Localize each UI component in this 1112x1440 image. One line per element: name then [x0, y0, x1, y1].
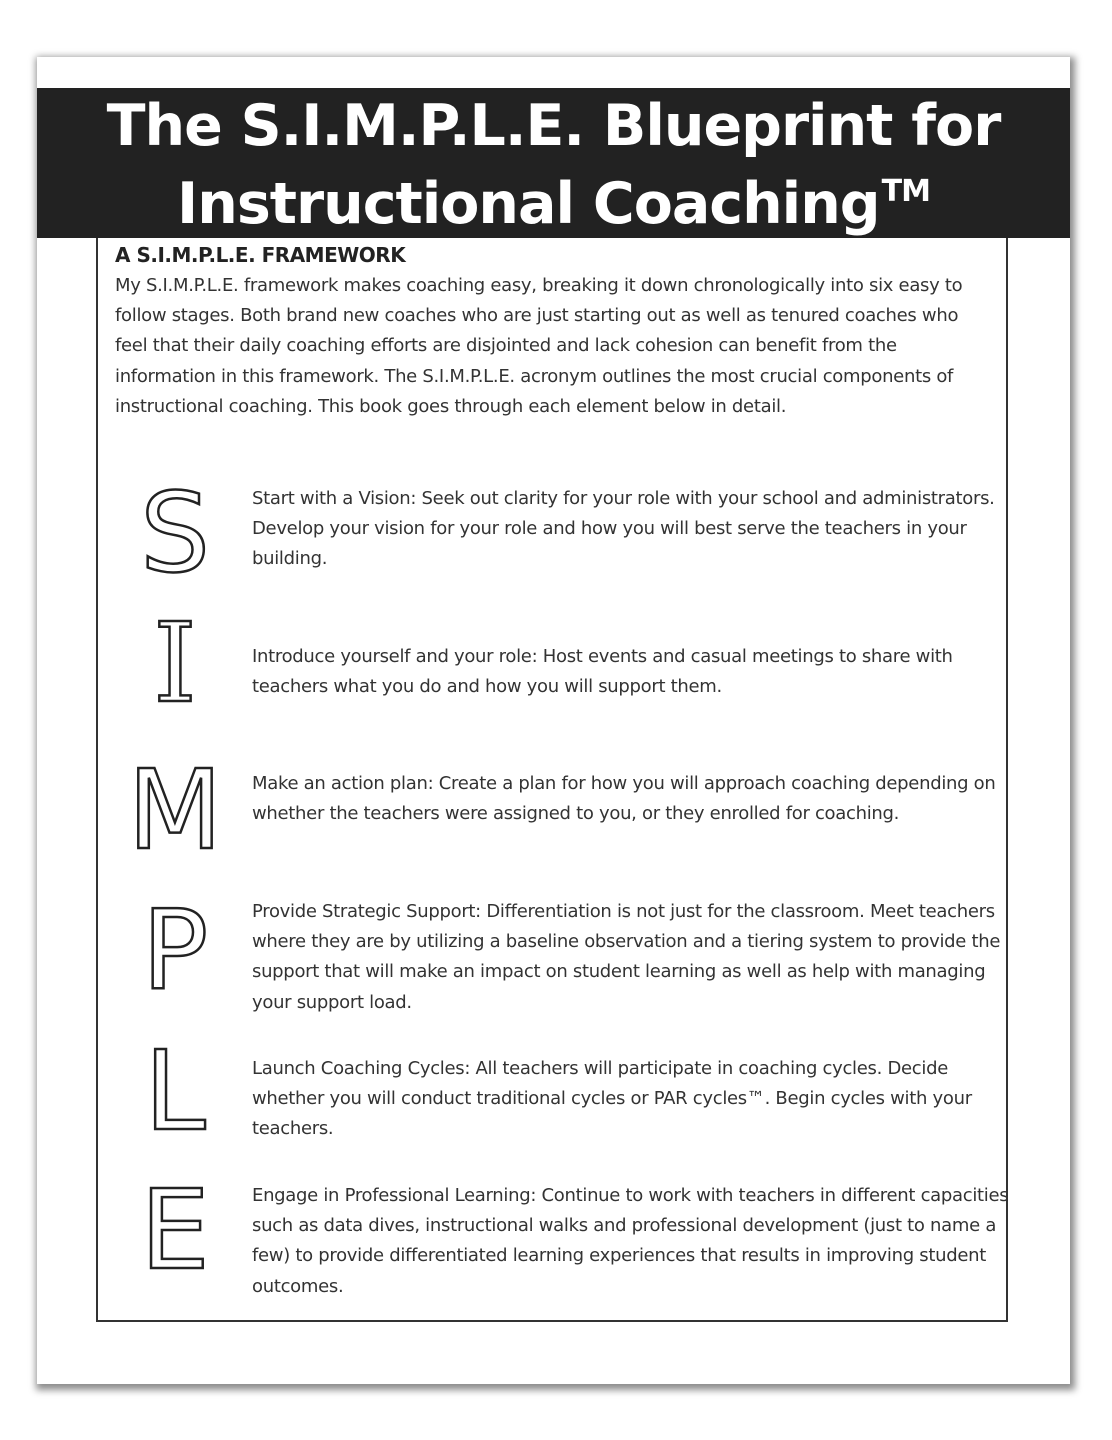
section-heading: A S.I.M.P.L.E. FRAMEWORK [115, 243, 406, 267]
intro-paragraph: My S.I.M.P.L.E. framework makes coaching easy, breaking it down chronologically into six easy to follow stages. Both brand new coaches who are just starting out as well as tenured coaches who feel that their daily coaching efforts are disjointed and lack cohesion can benefit from the information in this framework. The S.I.M.P.L.E. acronym outlines the most crucial components of instructional coaching. This book goes through each element below in detail. [115, 275, 963, 417]
stage-description: Provide Strategic Support: Differentiation is not just for the classroom. Meet teachers where they are by utilizing a baseline observation and a tiering system to provide the support that will make an impact on student learning as well as help with managing your support load. [252, 901, 1001, 1013]
title-banner [37, 88, 1070, 238]
stage-letter: M [127, 746, 223, 874]
page-title-line-2 [37, 159, 1070, 237]
stage-description: Start with a Vision: Seek out clarity for your role with your school and administrators. Develop your vision for your role and how you will best serve the teachers in your building. [252, 488, 995, 570]
stage-letter: E [140, 1166, 210, 1294]
stage-description: Launch Coaching Cycles: All teachers will participate in coaching cycles. Decide whether you will conduct traditional cycles or PAR cycles™. Begin cycles with your teachers. [252, 1058, 972, 1140]
stage-description: Make an action plan: Create a plan for how you will approach coaching depending on whether the teachers were assigned to you, or they enrolled for coaching. [252, 773, 996, 825]
document-page [37, 57, 1070, 1384]
stage-letter: S [140, 469, 210, 597]
stage-letter: P [141, 886, 209, 1014]
stage-letter: L [144, 1027, 206, 1155]
stage-letter: I [153, 599, 197, 727]
stage-description: Engage in Professional Learning: Continue to work with teachers in different capacities such as data dives, instructional walks and professional development (just to name a few) to provide differentiated learning experiences that results in improving student outcomes. [252, 1185, 1009, 1297]
page-title-line-1: The S.I.M.P.L.E. Blueprint for [106, 93, 1001, 159]
trademark-mark: TM [881, 174, 930, 209]
stage-description: Introduce yourself and your role: Host events and casual meetings to share with teachers what you do and how you will support them. [252, 646, 953, 698]
page-title-text: Instructional Coaching [177, 171, 880, 237]
